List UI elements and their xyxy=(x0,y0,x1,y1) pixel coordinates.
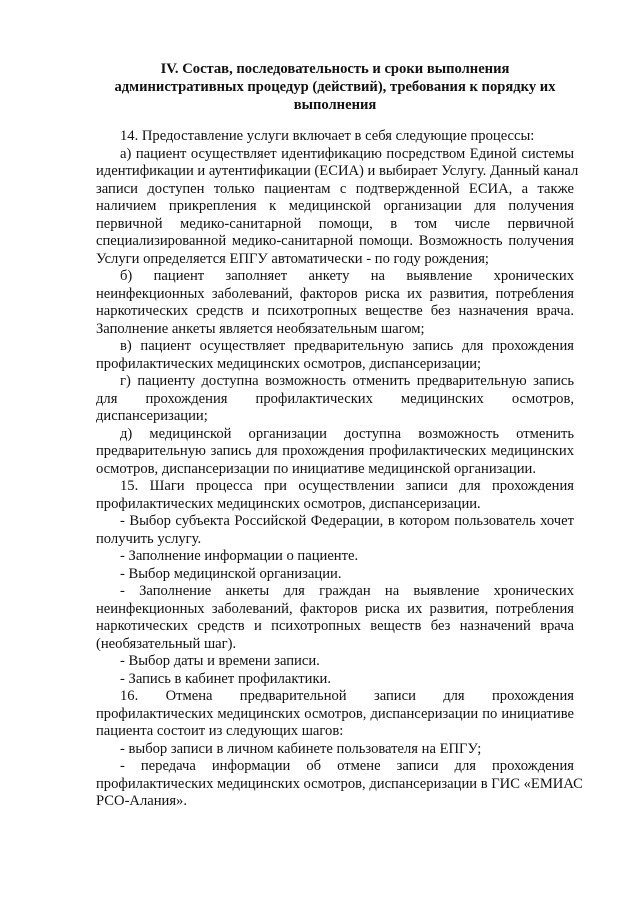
step-item xyxy=(108,741,574,759)
text-line: - Запись в кабинет профилактики. xyxy=(120,670,332,687)
text-line: - передача информации об отмене записи для прохождения xyxy=(120,758,574,774)
text-line: неинфекционных заболеваний, факторов риска их развития, потребления xyxy=(96,600,574,617)
text-line: первичной медико-санитарной помощи, в том числе первичной xyxy=(96,215,574,232)
text-line: профилактических медицинских осмотров, диспансеризации по инициативе xyxy=(96,705,574,722)
text-line: наркотических средств и психотропных веществе без назначения врача. xyxy=(96,303,574,319)
text-line: записи доступен только пациентам с подтвержденной ЕСИА, а также xyxy=(96,180,574,197)
section-heading xyxy=(96,60,574,114)
step-item xyxy=(96,583,574,653)
paragraph-15 xyxy=(96,478,574,513)
text-line: а) пациент осуществляет идентификацию посредством Единой системы xyxy=(120,145,574,162)
text-line: пациента состоит из следующих шагов: xyxy=(96,723,344,739)
text-line: предварительную запись для прохождения профилактических медицинских xyxy=(96,443,574,459)
paragraph-b xyxy=(96,268,574,338)
step-item xyxy=(108,671,574,689)
text-line: 15. Шаги процесса при осуществлении записи для прохождения xyxy=(120,478,574,494)
text-line: идентификации и аутентификации (ЕСИА) и выбирает Услугу. Данный канал xyxy=(96,163,579,179)
text-line: РСО-Алания». xyxy=(96,793,188,809)
text-line: профилактических медицинских осмотров, диспансеризации; xyxy=(96,355,482,372)
text-line: наличием прикрепления к медицинской организации для получения xyxy=(96,198,574,214)
paragraph-14 xyxy=(108,128,574,146)
text-line: - Выбор субъекта Российской Федерации, в котором пользователь хочет xyxy=(120,513,574,529)
text-line: профилактических медицинских осмотров, диспансеризации в ГИС «ЕМИАС xyxy=(96,775,583,792)
paragraph-16 xyxy=(96,688,574,741)
text-line: - выбор записи в личном кабинете пользователя на ЕПГУ; xyxy=(120,740,482,757)
text-line: специализированной медико-санитарной помощи. Возможность получения xyxy=(96,233,574,249)
text-line: Услуги определяется ЕПГУ автоматически - по году рождения; xyxy=(96,250,489,267)
step-item xyxy=(108,653,574,671)
paragraph-d xyxy=(96,425,574,479)
text-line: 16. Отмена предварительной записи для прохождения xyxy=(120,688,574,704)
paragraph-a xyxy=(96,145,579,269)
paragraph-g xyxy=(96,373,574,426)
step-item xyxy=(96,513,574,548)
text-line: - Выбор медицинской организации. xyxy=(120,565,342,582)
text-line: для прохождения профилактических медицинских осмотров, xyxy=(96,390,574,407)
text-line: - Заполнение анкеты для граждан на выявление хронических xyxy=(120,583,574,599)
step-item xyxy=(96,758,583,811)
heading-line: административных процедур (действий), требования к порядку их xyxy=(114,79,556,95)
paragraph-v xyxy=(96,338,574,373)
text-line: осмотров, диспансеризации по инициативе медицинской организации. xyxy=(96,460,536,477)
heading-line: выполнения xyxy=(293,97,377,113)
text-line: диспансеризации; xyxy=(96,408,208,424)
text-line: г) пациенту доступна возможность отменить предварительную запись xyxy=(120,373,574,389)
text-line: наркотических средств и психотропных веществ без назначений врача xyxy=(96,618,574,634)
text-line: д) медицинской организации доступна возможность отменить xyxy=(120,425,574,442)
text-line: неинфекционных заболеваний, факторов риска их развития, потребления xyxy=(96,285,574,302)
text-line: в) пациент осуществляет предварительную запись для прохождения xyxy=(120,338,574,354)
text-line: б) пациент заполняет анкету на выявление хронических xyxy=(120,268,574,284)
text-line: 14. Предоставление услуги включает в себя следующие процессы: xyxy=(120,128,535,144)
text-line: (необязательный шаг). xyxy=(96,635,237,652)
text-line: получить услугу. xyxy=(96,530,202,547)
text-line: - Заполнение информации о пациенте. xyxy=(120,548,359,564)
heading-line: IV. Состав, последовательность и сроки выполнения xyxy=(160,61,510,77)
document-body xyxy=(96,128,583,811)
text-line: профилактических медицинских осмотров, диспансеризации. xyxy=(96,495,481,512)
step-item xyxy=(108,548,574,566)
text-line: - Выбор даты и времени записи. xyxy=(120,653,320,669)
text-line: Заполнение анкеты является необязательным шагом; xyxy=(96,320,425,337)
step-item xyxy=(108,566,574,584)
